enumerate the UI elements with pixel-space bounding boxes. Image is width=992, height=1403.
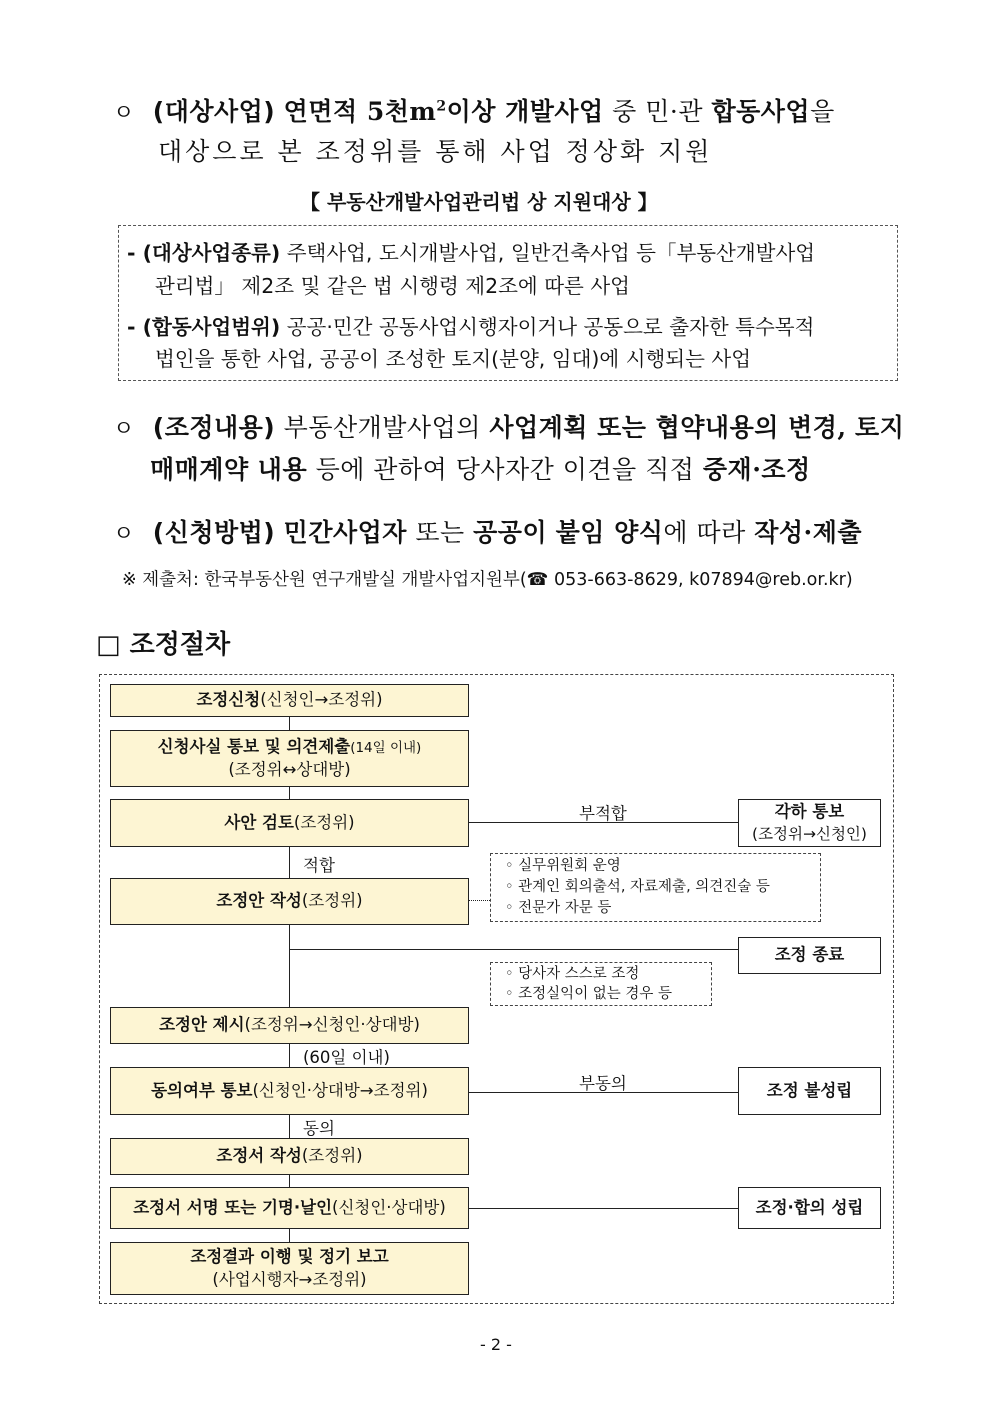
- outcome-fail-title: 조정 불성립: [766, 1080, 853, 1100]
- step-draft: [110, 878, 469, 925]
- step-review-title: 사안 검토: [224, 812, 294, 832]
- text-according: 에 따라: [663, 518, 746, 547]
- step-consent-sub: (신청인·상대방→조정위): [252, 1080, 428, 1100]
- note-item: ◦ 실무위원회 운영: [505, 858, 621, 874]
- connector: [289, 1114, 290, 1138]
- note-item: ◦ 당사자 스스로 조정: [505, 966, 640, 982]
- step-write-sub: (조정위): [301, 1146, 363, 1166]
- step-consent: [110, 1067, 469, 1115]
- label-agree: 동의: [303, 1119, 335, 1138]
- bullet-application-method: [113, 513, 862, 549]
- support-target-box: [118, 225, 898, 381]
- connector: [289, 846, 290, 878]
- bullet-adjustment-line2: [150, 450, 811, 486]
- text-sale-contract: 매매계약 내용: [150, 455, 308, 484]
- step-apply-sub: (신청인→조정위): [260, 690, 383, 710]
- step-write-title: 조정서 작성: [216, 1146, 302, 1166]
- step-report-sub: (사업시행자→조정위): [212, 1269, 367, 1289]
- box-item-1-line2: 관리법」 제2조 및 같은 법 시행령 제2조에 따른 사업: [155, 274, 630, 298]
- notes-end: [490, 962, 712, 1006]
- box-item-1-label: - (대상사업종류): [127, 241, 281, 265]
- notes-draft: [490, 853, 821, 922]
- connector: [289, 1174, 290, 1187]
- box-item-2-label: - (합동사업범위): [127, 315, 281, 339]
- connector-end: [289, 949, 738, 950]
- bullet-target-line2: 대상으로 본 조정위를 통해 사업 정상화 지원: [158, 137, 713, 166]
- label-60days: (60일 이내): [303, 1048, 390, 1067]
- step-report-title: 조정결과 이행 및 정기 보고: [190, 1247, 389, 1267]
- circle-bullet-icon: ㅇ: [113, 522, 135, 547]
- box-item-2-line2: 법인을 통한 사업, 공공이 조성한 토지(분양, 임대)에 시행되는 사업: [155, 347, 752, 371]
- connector: [289, 924, 290, 1007]
- outcome-success-title: 조정·합의 성립: [755, 1197, 864, 1217]
- text-area-b: 이상 개발사업: [446, 97, 604, 126]
- step-sign-sub: (신청인·상대방): [332, 1197, 446, 1217]
- connector: [289, 1228, 290, 1242]
- step-report: [110, 1242, 469, 1295]
- label-fit: 적합: [303, 856, 335, 875]
- outcome-end-title: 조정 종료: [774, 945, 845, 965]
- step-propose-title: 조정안 제시: [159, 1015, 245, 1035]
- step-write: [110, 1138, 469, 1175]
- step-sign: [110, 1187, 469, 1229]
- section-heading: □ 조정절차: [96, 630, 231, 660]
- text-attached-form: 붙임 양식: [555, 518, 664, 547]
- step-draft-sub: (조정위): [301, 891, 363, 911]
- step-notify-days: (14일 이내): [350, 740, 422, 757]
- outcome-reject-sub: (조정위→신청인): [752, 824, 867, 843]
- sup-2: 2: [436, 98, 447, 115]
- step-consent-title: 동의여부 통보: [151, 1080, 253, 1100]
- text-middle: 중 민·관: [612, 97, 703, 126]
- circle-bullet-icon: ㅇ: [113, 101, 135, 126]
- text-content-c: 토지: [855, 413, 905, 442]
- step-notify-sub: (조정위↔상대방): [228, 759, 351, 779]
- step-notify-title: 신청사실 통보 및 의견제출: [157, 737, 351, 757]
- step-apply-title: 조정신청: [196, 690, 261, 710]
- note-item: ◦ 관계인 회의출석, 자료제출, 의견진술 등: [505, 879, 770, 896]
- step-propose: [110, 1007, 469, 1044]
- bullet-adjustment-content: [113, 408, 904, 444]
- connector-success: [468, 1208, 738, 1209]
- note-item: ◦ 전문가 자문 등: [505, 900, 612, 917]
- step-draft-title: 조정안 작성: [216, 891, 302, 911]
- connector-notes: [468, 900, 490, 901]
- text-or: 또는: [415, 518, 465, 547]
- outcome-end: [738, 937, 881, 974]
- connector: [289, 716, 290, 730]
- box-item-2-text: 공공·민간 공동사업시행자이거나 공동으로 출자한 특수목적: [280, 315, 815, 339]
- note-item: ◦ 조정실익이 없는 경우 등: [505, 985, 673, 1002]
- text-joint: 합동사업: [711, 97, 811, 126]
- step-propose-sub: (조정위→신청인·상대방): [244, 1015, 420, 1035]
- label-target: (대상사업): [152, 97, 276, 126]
- text-submit: 작성·제출: [754, 518, 863, 547]
- box-item-2: [127, 310, 814, 340]
- box-item-1-text: 주택사업, 도시개발사업, 일반건축사업 등「부동산개발사업: [280, 241, 816, 265]
- label-method: (신청방법): [152, 518, 276, 547]
- text-mediation-desc: 등에 관하여 당사자간 이견을 직접: [315, 455, 695, 484]
- step-review: [110, 799, 469, 847]
- submission-note: ※ 제출처: 한국부동산원 연구개발실 개발사업지원부(☎ 053-663-8629, k07894@reb.or.kr): [122, 570, 853, 590]
- text-area: 연면적 5천m: [283, 97, 437, 126]
- outcome-reject-title: 각하 통보: [774, 802, 845, 822]
- outcome-fail: [738, 1067, 881, 1115]
- outcome-reject: [738, 799, 881, 847]
- text-content-b: 사업계획 또는 협약내용의 변경,: [489, 413, 847, 442]
- text-joint-suffix: 을: [810, 97, 835, 126]
- step-sign-title: 조정서 서명 또는 기명·날인: [133, 1197, 333, 1217]
- text-private: 민간사업자: [283, 518, 407, 547]
- bullet-target-business: [113, 92, 835, 128]
- text-public: 공공이: [473, 518, 548, 547]
- step-review-sub: (조정위): [293, 812, 355, 832]
- text-mediation: 중재·조정: [702, 455, 811, 484]
- circle-bullet-icon: ㅇ: [113, 417, 135, 442]
- outcome-success: [738, 1187, 881, 1229]
- connector: [289, 786, 290, 799]
- page-number: - 2 -: [480, 1335, 512, 1354]
- label-content: (조정내용): [152, 413, 276, 442]
- connector: [289, 1043, 290, 1067]
- box-title: 【 부동산개발사업관리법 상 지원대상 】: [300, 190, 658, 214]
- step-notify-opinion: [110, 730, 469, 787]
- step-apply: [110, 684, 469, 717]
- box-item-1: [127, 236, 815, 266]
- label-unfit: 부적합: [579, 804, 627, 823]
- label-disagree: 부동의: [579, 1074, 627, 1093]
- text-content-a: 부동산개발사업의: [283, 413, 481, 442]
